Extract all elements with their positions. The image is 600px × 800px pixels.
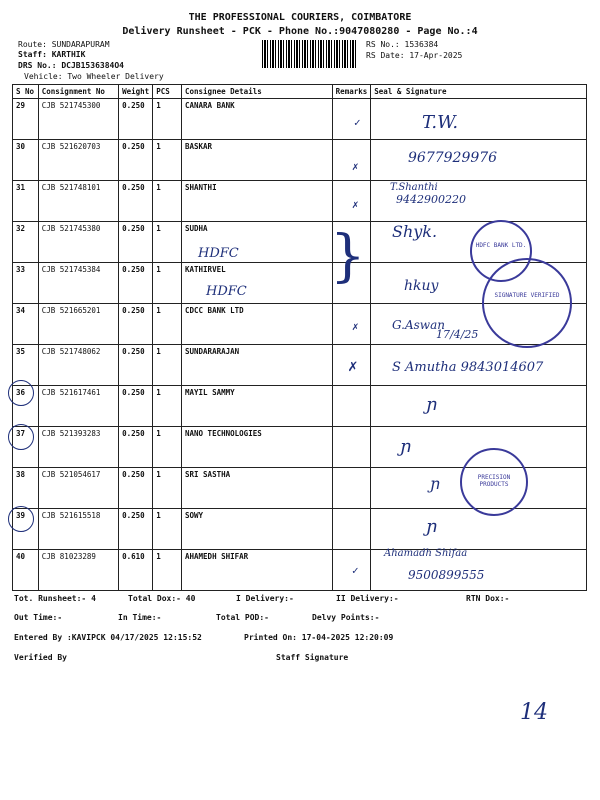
cell-sno: 36 [13,386,39,427]
cell-consignment: CJB 521054617 [38,468,118,509]
verified-by: Verified By [14,653,67,662]
signature-29: T.W. [422,112,459,133]
total-dox: Total Dox:- 40 [128,594,196,603]
cell-pcs: 1 [153,304,182,345]
phone-30: 9677929976 [408,150,498,166]
bracket-mark: } [330,224,366,289]
cell-pcs: 1 [153,509,182,550]
hdfc-note-33: HDFC [206,284,247,299]
signature-38: ɲ [430,474,441,493]
rs-date: RS Date: 17-Apr-2025 [366,51,463,60]
circle-mark-37 [8,424,34,450]
hdfc-verified-stamp [482,258,572,348]
table-row [13,550,587,591]
cell-sno: 33 [13,263,39,304]
col-remarks: Remarks [332,85,371,99]
table-row [13,181,587,222]
cell-pcs: 1 [153,263,182,304]
cell-sno: 29 [13,99,39,140]
out-time: Out Time:- [14,613,63,622]
cell-remarks [332,99,371,140]
tick-mark-31: ✗ [352,198,359,211]
cell-sno: 38 [13,468,39,509]
col-consignment: Consignment No [38,85,118,99]
cell-weight: 0.250 [119,304,153,345]
cell-pcs: 1 [153,550,182,591]
ii-delivery: II Delivery:- [336,594,399,603]
cell-weight: 0.250 [119,263,153,304]
cell-consignment: CJB 521615518 [38,509,118,550]
cell-weight: 0.250 [119,509,153,550]
rtn-dox: RTN Dox:- [466,594,510,603]
signature-31: T.Shanthi [390,182,438,193]
cell-consignee: MAYIL SAMMY [181,386,332,427]
barcode-image [262,40,356,68]
cell-weight: 0.250 [119,99,153,140]
table-row [13,99,587,140]
cell-consignee: NANO TECHNOLOGIES [181,427,332,468]
tick-mark-40: ✓ [352,564,359,577]
col-weight: Weight [119,85,153,99]
date-34: 17/4/25 [436,328,479,341]
precision-stamp [460,448,528,516]
cell-sno: 31 [13,181,39,222]
cell-consignee: SOWY [181,509,332,550]
cell-sno: 34 [13,304,39,345]
printed-on: Printed On: 17-04-2025 12:20:09 [244,633,394,642]
tot-runsheet: Tot. Runsheet:- 4 [14,594,96,603]
col-seal-signature: Seal & Signature [371,85,587,99]
cell-consignee: BASKAR [181,140,332,181]
cell-remarks [332,468,371,509]
delvy-points: Delvy Points:- [312,613,380,622]
cell-sno: 32 [13,222,39,263]
signature-37: ɲ [400,436,412,457]
cell-weight: 0.250 [119,140,153,181]
cell-remarks [332,509,371,550]
cell-weight: 0.610 [119,550,153,591]
cell-pcs: 1 [153,222,182,263]
phone-40: 9500899555 [408,568,485,582]
signature-32: Shyk. [392,222,438,241]
hdfc-stamp-top-text: HDFC BANK LTD. [475,242,527,249]
col-pcs: PCS [153,85,182,99]
cell-remarks [332,386,371,427]
cell-consignment: CJB 521745300 [38,99,118,140]
cell-sno: 30 [13,140,39,181]
staff-label: Staff: KARTHIK [18,50,86,59]
cell-consignment: CJB 521745384 [38,263,118,304]
col-sno: S No [13,85,39,99]
cell-weight: 0.250 [119,468,153,509]
tick-mark-30: ✗ [352,160,359,173]
drs-label: DRS No.: DCJB1536384O4 [18,61,124,70]
staff-signature: Staff Signature [276,653,349,662]
note-35: S Amutha 9843014607 [392,360,544,375]
cell-consignee: CANARA BANK [181,99,332,140]
cell-sno: 39 [13,509,39,550]
tick-mark-35: ✗ [348,356,358,375]
total-pod: Total POD:- [216,613,269,622]
cell-consignee: SHANTHI [181,181,332,222]
table-header-row [13,85,587,99]
signature-33: hkuy [404,278,439,294]
cell-consignment: CJB 521665201 [38,304,118,345]
cell-seal [371,99,587,140]
cell-seal [371,386,587,427]
cell-consignment: CJB 81023289 [38,550,118,591]
phone-31: 9442900220 [396,193,466,206]
runsheet-subtitle: Delivery Runsheet - PCK - Phone No.:9047080280 - Page No.:4 [122,26,478,37]
table-row [13,386,587,427]
cell-consignment: CJB 521748062 [38,345,118,386]
in-time: In Time:- [118,613,162,622]
cell-weight: 0.250 [119,386,153,427]
cell-consignment: CJB 521748101 [38,181,118,222]
signature-39: ɲ [426,516,438,537]
company-title: THE PROFESSIONAL COURIERS, COIMBATORE [188,12,412,23]
tick-mark-34: ✗ [352,320,359,333]
cell-pcs: 1 [153,99,182,140]
circle-mark-36 [8,380,34,406]
cell-pcs: 1 [153,345,182,386]
cell-weight: 0.250 [119,345,153,386]
cell-consignee: KATHIRVEL [181,263,332,304]
cell-consignee: AHAMEDH SHIFAR [181,550,332,591]
cell-consignee: CDCC BANK LTD [181,304,332,345]
signature-36: ɲ [426,394,438,415]
name-40: Ahamadh Shifaa [384,548,468,559]
cell-consignee: SUDHA [181,222,332,263]
route-label: Route: SUNDARAPURAM [18,40,110,49]
cell-pcs: 1 [153,427,182,468]
cell-sno: 35 [13,345,39,386]
cell-pcs: 1 [153,181,182,222]
precision-stamp-text: PRECISION PRODUCTS [477,474,511,488]
table-row [13,140,587,181]
i-delivery: I Delivery:- [236,594,294,603]
cell-pcs: 1 [153,468,182,509]
cell-weight: 0.250 [119,427,153,468]
signature-34: G.Aswan [392,318,445,332]
cell-remarks [332,427,371,468]
entered-by: Entered By :KAVIPCK 04/17/2025 12:15:52 [14,633,202,642]
page-number-mark: 14 [520,700,548,725]
cell-weight: 0.250 [119,222,153,263]
vehicle-label: Vehicle: Two Wheeler Delivery [24,72,164,81]
cell-pcs: 1 [153,140,182,181]
cell-sno: 37 [13,427,39,468]
cell-consignment: CJB 521745380 [38,222,118,263]
cell-sno: 40 [13,550,39,591]
cell-consignee: SRI SASTHA [181,468,332,509]
cell-consignment: CJB 521393283 [38,427,118,468]
hdfc-verified-stamp-text: SIGNATURE VERIFIED [494,292,560,299]
cell-seal [371,509,587,550]
cell-weight: 0.250 [119,181,153,222]
cell-consignment: CJB 521620703 [38,140,118,181]
tick-mark-29: ✓ [354,116,361,129]
hdfc-note-32: HDFC [198,246,239,261]
rs-number: RS No.: 1536384 [366,40,439,49]
circle-mark-39 [8,506,34,532]
cell-consignee: SUNDARARAJAN [181,345,332,386]
col-consignee: Consignee Details [181,85,332,99]
cell-pcs: 1 [153,386,182,427]
cell-consignment: CJB 521617461 [38,386,118,427]
